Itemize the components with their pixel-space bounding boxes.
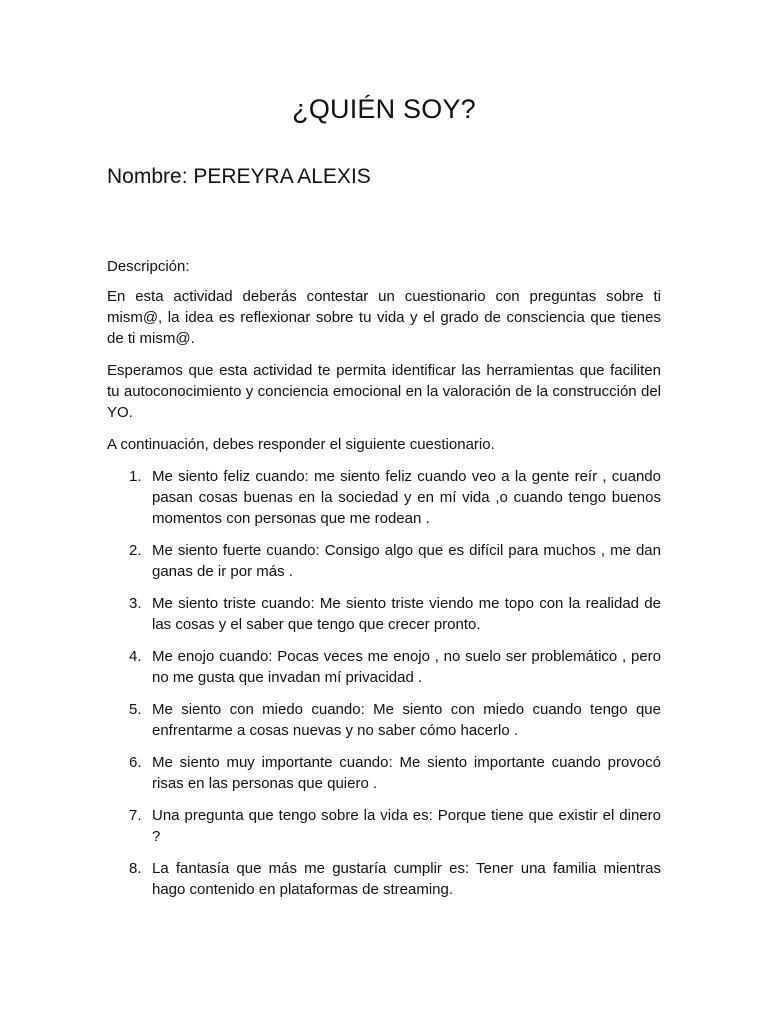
question-number: 6. (129, 754, 142, 771)
questionnaire-list (107, 466, 661, 900)
paragraph-purpose: Esperamos que esta actividad te permita identificar las herramientas que faciliten tu autoconocimiento y conciencia emocional en la valoración de la construcción del YO. (107, 362, 661, 421)
question-item (107, 858, 661, 900)
question-text: Me siento con miedo cuando: Me siento con miedo cuando tengo que enfrentarme a cosas nuevas y no saber cómo hacerlo . (152, 701, 661, 739)
question-item (107, 646, 661, 688)
question-item (107, 752, 661, 794)
question-number: 3. (129, 595, 142, 612)
question-text: Me siento triste cuando: Me siento triste viendo me topo con la realidad de las cosas y el saber que tengo que crecer pronto. (152, 595, 661, 633)
question-text: La fantasía que más me gustaría cumplir es: Tener una familia mientras hago contenido en plataformas de streaming. (152, 860, 661, 898)
question-item (107, 593, 661, 635)
question-item (107, 540, 661, 582)
question-item (107, 699, 661, 741)
document-body (107, 256, 661, 911)
document-title: ¿QUIÉN SOY? (292, 94, 476, 124)
description-label: Descripción: (107, 258, 190, 275)
paragraph-instructions: A continuación, debes responder el siguiente cuestionario. (107, 436, 495, 453)
student-name: Nombre: PEREYRA ALEXIS (107, 165, 371, 188)
question-text: Me enojo cuando: Pocas veces me enojo , no suelo ser problemático , pero no me gusta que invadan mí privacidad . (152, 648, 661, 686)
question-text: Me siento fuerte cuando: Consigo algo que es difícil para muchos , me dan ganas de ir por más . (152, 542, 661, 580)
question-number: 5. (129, 701, 142, 718)
paragraph-intro: En esta actividad deberás contestar un cuestionario con preguntas sobre ti mism@, la idea es reflexionar sobre tu vida y el grado de consciencia que tienes de ti mism@. (107, 288, 661, 347)
question-number: 2. (129, 542, 142, 559)
question-text: Me siento muy importante cuando: Me siento importante cuando provocó risas en las personas que quiero . (152, 754, 661, 792)
question-number: 1. (129, 468, 142, 485)
question-number: 7. (129, 807, 142, 824)
question-text: Una pregunta que tengo sobre la vida es: Porque tiene que existir el dinero ? (152, 807, 661, 845)
question-item (107, 805, 661, 847)
question-number: 8. (129, 860, 142, 877)
question-number: 4. (129, 648, 142, 665)
question-text: Me siento feliz cuando: me siento feliz cuando veo a la gente reír , cuando pasan cosas buenas en la sociedad y en mí vida ,o cuando tengo buenos momentos con personas que me rodean . (152, 468, 661, 527)
question-item (107, 466, 661, 529)
